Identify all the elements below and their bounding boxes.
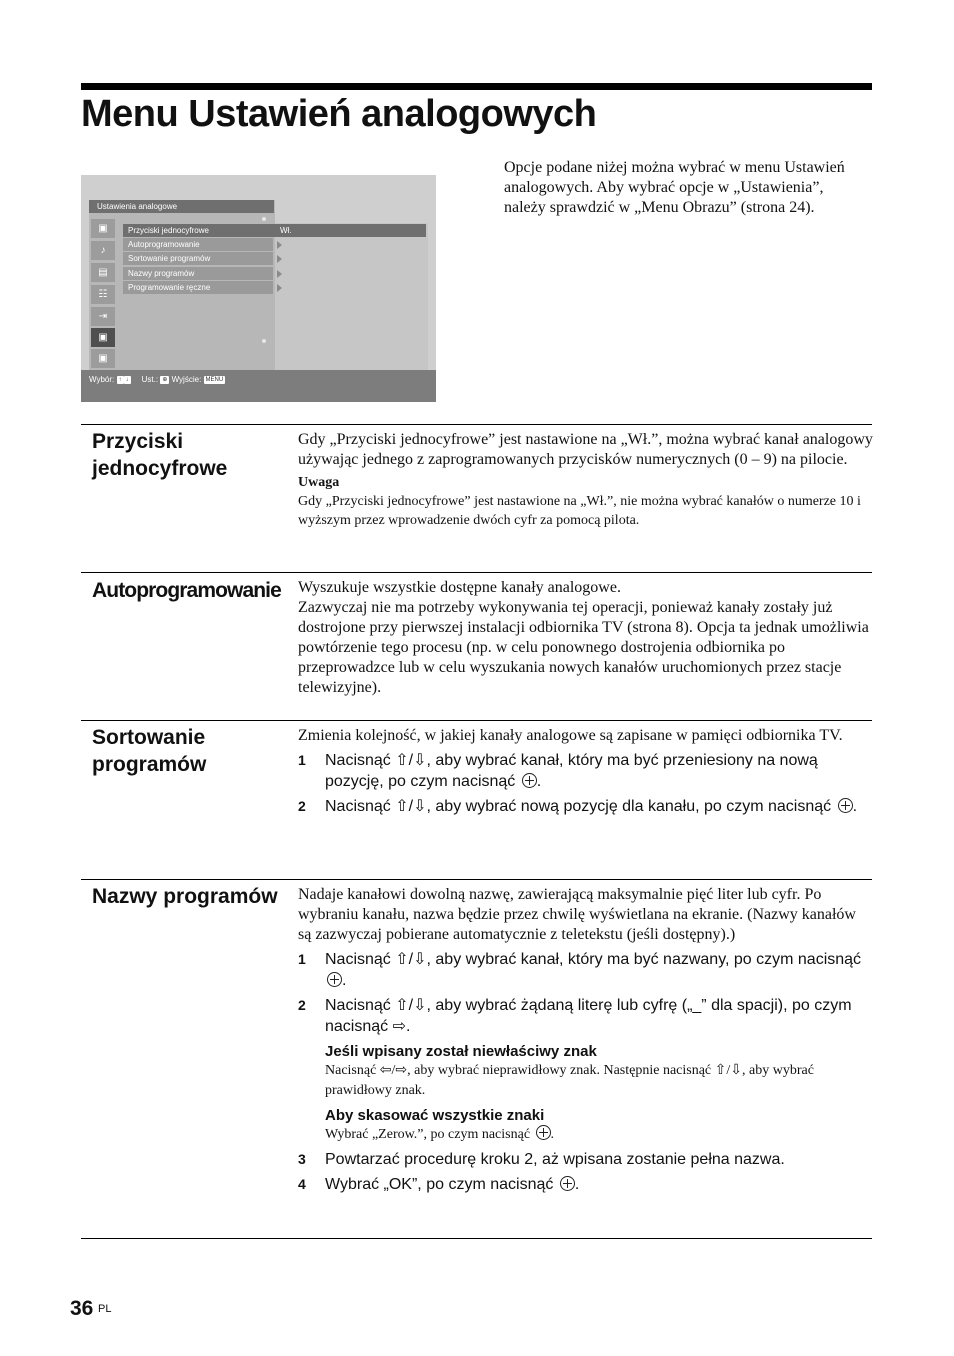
enter-button-icon bbox=[522, 773, 537, 788]
enter-key-icon: ⊕ bbox=[162, 376, 168, 383]
scroll-up-indicator bbox=[262, 217, 266, 221]
set-label: Ust.: bbox=[141, 375, 159, 384]
menu-item-label: Przyciski jednocyfrowe bbox=[128, 226, 209, 235]
value-panel bbox=[275, 223, 428, 370]
step-text: Nacisnąć ⇧/⇩, aby wybrać kanał, który ma być nazwany, po czym nacisnąć bbox=[325, 951, 862, 968]
enter-button-icon bbox=[560, 1176, 575, 1191]
section-divider bbox=[81, 1238, 872, 1239]
scroll-down-indicator bbox=[262, 339, 266, 343]
desc-autoprogramowanie bbox=[298, 578, 873, 698]
picture-icon: ▣ bbox=[91, 219, 115, 238]
note-heading: Uwaga bbox=[298, 475, 340, 490]
step-text: Nacisnąć ⇧/⇩, aby wybrać kanał, który ma być przeniesiony na nową pozycję, po czym nacisnąć bbox=[325, 752, 818, 790]
digital-setup-icon: ▣ bbox=[91, 349, 115, 368]
step-item: 2 Nacisnąć ⇧/⇩, aby wybrać nową pozycję dla kanału, po czym nacisnąć . bbox=[298, 798, 858, 815]
chevron-right-icon bbox=[277, 270, 282, 278]
step-number: 1 bbox=[298, 752, 306, 768]
menu-key-icon: MENU bbox=[205, 376, 224, 383]
tip-text: Nacisnąć ⇦/⇨, aby wybrać nieprawidłowy znak. Następnie nacisnąć ⇧/⇩, aby wybrać prawidłowy znak. bbox=[325, 1063, 814, 1098]
section-divider bbox=[81, 879, 872, 880]
enter-button-icon bbox=[327, 972, 342, 987]
analog-setup-icon: ▣ bbox=[91, 328, 115, 347]
step-item bbox=[298, 995, 873, 1037]
step-text: Powtarzać procedurę kroku 2, aż wpisana zostanie pełna nazwa. bbox=[325, 1151, 785, 1168]
input-icon: ⇥ bbox=[91, 307, 115, 326]
enter-button-icon bbox=[838, 798, 853, 813]
section-divider bbox=[81, 572, 872, 573]
menu-header: Ustawienia analogowe bbox=[89, 200, 274, 213]
page-number: 36 bbox=[70, 1297, 94, 1320]
step-text: Wybrać „OK”, po czym nacisnąć bbox=[325, 1176, 554, 1193]
menu-item-nazwy[interactable]: Nazwy programów bbox=[123, 267, 273, 280]
step-number: 4 bbox=[298, 1176, 306, 1192]
step-item: 4 Wybrać „OK”, po czym nacisnąć . bbox=[298, 1176, 580, 1193]
exit-label: Wyjście: bbox=[171, 375, 202, 384]
page-title: Menu Ustawień analogowych bbox=[81, 93, 597, 135]
note-text: Gdy „Przyciski jednocyfrowe” jest nastawione na „Wł.”, nie można wybrać kanałów o numerze 10 i wyższym przez wprowadzenie dwóch cyfr za pomocą pilota. bbox=[298, 494, 861, 528]
menu-footer bbox=[81, 370, 436, 402]
tip-text: Wybrać „Zerow.”, po czym nacisnąć bbox=[325, 1127, 531, 1142]
step-text: Nacisnąć ⇧/⇩, aby wybrać nową pozycję dla kanału, po czym nacisnąć bbox=[325, 798, 832, 815]
step-item: 1 Nacisnąć ⇧/⇩, aby wybrać kanał, który ma być nazwany, po czym nacisnąć . bbox=[298, 951, 862, 989]
term-nazwy: Nazwy programów bbox=[92, 885, 278, 908]
down-arrow-icon: ↓ bbox=[125, 376, 129, 383]
step-number: 2 bbox=[298, 798, 306, 814]
term-autoprogramowanie: Autoprogramowanie bbox=[92, 579, 281, 602]
step-item bbox=[298, 1149, 873, 1170]
select-label: Wybór: bbox=[89, 375, 115, 384]
intro-text: Opcje podane niżej można wybrać w menu Ustawień analogowych. Aby wybrać opcje w „Ustawienia”, należy sprawdzić w „Menu Obrazu” (strona 24). bbox=[504, 159, 845, 216]
chevron-right-icon bbox=[277, 255, 282, 263]
desc-text: Gdy „Przyciski jednocyfrowe” jest nastawione na „Wł.”, można wybrać kanał analogowy używając jednego z zaprogramowanych przycisków numerycznych (0 – 9) na pilocie. bbox=[298, 431, 873, 468]
term-sortowanie: Sortowanie programów bbox=[92, 726, 207, 776]
step-text: Nacisnąć ⇧/⇩, aby wybrać żądaną literę lub cyfrę („_” dla spacji), po czym nacisnąć ⇨. bbox=[325, 997, 852, 1035]
music-note-icon: ♪ bbox=[91, 241, 115, 260]
tip-heading: Aby skasować wszystkie znaki bbox=[325, 1107, 545, 1124]
desc-text: Zmienia kolejność, w jakiej kanały analogowe są zapisane w pamięci odbiornika TV. bbox=[298, 727, 843, 744]
up-arrow-icon: ↑ bbox=[118, 376, 122, 383]
chevron-right-icon bbox=[277, 284, 282, 292]
menu-item-autoprogramowanie[interactable]: Autoprogramowanie bbox=[123, 238, 273, 251]
step-number: 1 bbox=[298, 951, 306, 967]
desc-text: Nadaje kanałowi dowolną nazwę, zawierającą maksymalnie pięć liter lub cyfr. Po wybraniu kanału, nazwa będzie przez chwilę wyświetlana na ekranie. (Nazwy kanałów są zazwyczaj pobierane automatycznie z teletekstu (jeśli dostępny).) bbox=[298, 886, 856, 943]
menu-item-sortowanie[interactable]: Sortowanie programów bbox=[123, 252, 273, 265]
tip-block bbox=[298, 1042, 873, 1145]
desc-sortowanie bbox=[298, 726, 873, 817]
title-rule bbox=[81, 83, 872, 90]
step-item: 1 Nacisnąć ⇧/⇩, aby wybrać kanał, który ma być przeniesiony na nową pozycję, po czym nacisnąć . bbox=[298, 752, 818, 790]
features-icon: ☷ bbox=[91, 285, 115, 304]
section-divider bbox=[81, 720, 872, 721]
step-number: 3 bbox=[298, 1151, 306, 1167]
menu-item-programowanie[interactable]: Programowanie ręczne bbox=[123, 281, 273, 294]
desc-line: Zazwyczaj nie ma potrzeby wykonywania tej operacji, ponieważ kanały zostały już dostrojone przy pierwszej instalacji odbiornika TV (strona 8). Opcja ta jednak umożliwia powtórzenie tego procesu (np. w celu ponownego dostrojenia odbiornika po przeprowadzce lub w celu wyszukania nowych kanałów uruchomionych przez stacje telewizyjne). bbox=[298, 599, 869, 696]
screen-icon: ▤ bbox=[91, 263, 115, 282]
section-divider bbox=[81, 424, 872, 425]
enter-button-icon bbox=[536, 1125, 551, 1140]
chevron-right-icon bbox=[277, 241, 282, 249]
page-language: PL bbox=[98, 1303, 112, 1315]
desc-nazwy bbox=[298, 885, 873, 1195]
tv-menu-screenshot bbox=[81, 175, 436, 402]
menu-item-value: Wł. bbox=[280, 226, 292, 235]
term-przyciski: Przyciski jednocyfrowe bbox=[92, 430, 228, 480]
desc-line: Wyszukuje wszystkie dostępne kanały analogowe. bbox=[298, 579, 621, 596]
tip-text-line: Wybrać „Zerow.”, po czym nacisnąć . bbox=[325, 1127, 555, 1142]
desc-przyciski bbox=[298, 430, 873, 530]
tip-heading: Jeśli wpisany został niewłaściwy znak bbox=[325, 1043, 597, 1060]
menu-item-przyciski[interactable] bbox=[123, 224, 426, 237]
step-number: 2 bbox=[298, 997, 306, 1013]
